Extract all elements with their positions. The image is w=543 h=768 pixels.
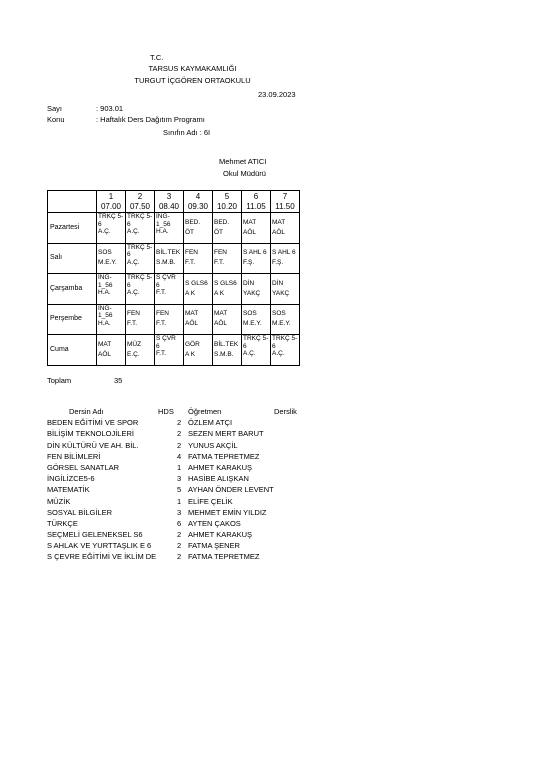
teacher-initials: H.A.: [98, 319, 111, 327]
course-code: 6: [156, 281, 160, 289]
course-code: İNG-: [98, 304, 112, 312]
course-hours: 4: [177, 451, 182, 461]
schedule-cell: [97, 213, 126, 244]
course-code: GÖR: [185, 340, 200, 348]
course-code: S AHL 6: [243, 249, 267, 257]
course-name: MATEMATİK: [47, 485, 90, 495]
schedule-cell: [184, 274, 213, 305]
course-name: MÜZİK: [47, 496, 71, 506]
period-number: 3: [166, 191, 172, 201]
course-code: İNG-: [156, 213, 170, 220]
course-code: BED.: [185, 218, 201, 226]
period-number: 4: [195, 191, 201, 201]
course-code: TRKÇ 5-: [127, 274, 153, 281]
teacher-initials: A K: [185, 350, 196, 358]
teacher-header: Öğretmen: [188, 407, 222, 416]
course-name: GÖRSEL SANATLAR: [47, 462, 120, 472]
period-number: 5: [224, 191, 230, 201]
course-hours: 2: [177, 530, 182, 540]
hds-header: HDS: [158, 407, 174, 416]
teacher-initials: F.Ş.: [272, 259, 284, 267]
sayi-value: : 903.01: [96, 104, 124, 113]
course-code: TRKÇ 5-: [243, 335, 269, 342]
period-header: [213, 191, 242, 213]
course-code: SOS: [243, 310, 257, 318]
period-time: 08.40: [158, 201, 180, 211]
course-code: BİL.TEK: [214, 340, 239, 348]
period-time: 11.50: [275, 201, 295, 211]
course-code: 6: [127, 281, 131, 289]
course-code: SOS: [272, 310, 286, 318]
class-name: Sınıfın Adı : 6I: [163, 128, 211, 137]
schedule-cell: [271, 335, 300, 366]
course-code: 6: [127, 251, 131, 259]
konu-value: : Haftalık Ders Dağıtım Programı: [96, 115, 205, 124]
course-teacher: AYTEN ÇAKOS: [188, 518, 241, 528]
course-code: S GLS6: [185, 279, 208, 287]
corner-cell: [48, 191, 97, 213]
period-number: 2: [137, 191, 143, 201]
teacher-initials: M.E.Y.: [243, 320, 262, 328]
day-label: Salı: [48, 243, 97, 274]
course-name: İNGİLİZCE5-6: [47, 474, 95, 484]
schedule-cell: [242, 213, 271, 244]
schedule-cell: [271, 274, 300, 305]
schedule-header-row: [48, 191, 300, 213]
teacher-initials: F.T.: [156, 289, 167, 297]
document-date: 23.09.2023: [258, 90, 296, 99]
course-code: TRKÇ 5-: [127, 243, 153, 251]
teacher-initials: YAKÇ: [243, 289, 261, 297]
schedule-row: [48, 304, 300, 335]
header-district: TARSUS KAYMAKAMLIĞI: [148, 64, 237, 73]
schedule-cell: [213, 243, 242, 274]
course-name: FEN BİLİMLERİ: [47, 451, 101, 461]
course-code: S ÇVR: [156, 335, 176, 342]
total-label: Toplam: [47, 376, 72, 385]
teacher-initials: F.T.: [214, 259, 225, 267]
course-hours: 3: [177, 474, 182, 484]
period-number: 6: [253, 191, 259, 201]
course-hours: 2: [177, 552, 182, 562]
header-school: TURGUT İÇGÖREN ORTAOKULU: [134, 76, 251, 85]
teacher-initials: ÖT: [214, 228, 224, 236]
room-header: Derslik: [274, 407, 297, 416]
schedule-cell: [184, 213, 213, 244]
schedule-cell: [126, 335, 155, 366]
schedule-cell: [184, 243, 213, 274]
schedule-cell: [184, 304, 213, 335]
schedule-cell: [271, 243, 300, 274]
course-code: DİN: [272, 279, 284, 287]
teacher-initials: AÖL: [98, 350, 112, 358]
schedule-row: [48, 213, 300, 244]
course-teacher: FATMA TEPRETMEZ: [188, 451, 260, 461]
course-code: BİL.TEK: [156, 249, 181, 257]
course-code: MAT: [98, 340, 112, 348]
schedule-cell: [155, 213, 184, 244]
schedule-cell: [155, 274, 184, 305]
course-code: MAT: [214, 310, 228, 318]
total-value: 35: [114, 376, 123, 385]
schedule-cell: [213, 304, 242, 335]
teacher-initials: H.A.: [156, 228, 169, 236]
course-code: MAT: [243, 218, 257, 226]
period-number: 1: [108, 191, 114, 201]
teacher-initials: S.M.B.: [156, 259, 176, 267]
course-hours: 2: [177, 429, 182, 439]
course-teacher: AHMET KARAKUŞ: [188, 530, 253, 540]
teacher-initials: A.Ç.: [127, 258, 140, 266]
teacher-initials: A.Ç.: [243, 350, 256, 358]
course-code: FEN: [156, 310, 169, 318]
schedule-cell: [155, 304, 184, 335]
course-code: 6: [156, 342, 160, 350]
course-name: BEDEN EĞİTİMİ VE SPOR: [47, 418, 139, 428]
teacher-initials: A.Ç.: [98, 228, 111, 236]
schedule-cell: [155, 243, 184, 274]
course-code: 1_56: [156, 220, 171, 228]
konu-label: Konu: [47, 115, 65, 124]
schedule-cell: [184, 335, 213, 366]
course-code: 6: [243, 342, 247, 350]
course-code: SOS: [98, 249, 112, 257]
course-teacher: ÖZLEM ATÇI: [188, 418, 233, 428]
day-label: Cuma: [48, 335, 97, 366]
course-name: S ÇEVRE EĞİTİMİ VE İKLİM DE: [47, 552, 157, 562]
course-code: MAT: [272, 218, 286, 226]
course-hours: 2: [177, 440, 182, 450]
principal-name: Mehmet ATICI: [219, 157, 267, 166]
course-code: 6: [127, 220, 131, 228]
period-time: 07.00: [100, 201, 122, 211]
course-name: TÜRKÇE: [47, 518, 78, 528]
teacher-initials: M.E.Y.: [98, 259, 117, 267]
course-code: İNG-: [98, 274, 112, 281]
course-name: DİN KÜLTÜRÜ VE AH. BİL.: [47, 440, 139, 450]
teacher-initials: AÖL: [272, 228, 286, 236]
schedule-row: [48, 335, 300, 366]
teacher-initials: F.T.: [156, 320, 167, 328]
course-teacher: YUNUS AKÇİL: [188, 440, 238, 450]
teacher-initials: ÖT: [185, 228, 195, 236]
course-code: 1_56: [98, 281, 113, 289]
course-teacher: HASİBE ALIŞKAN: [188, 474, 249, 484]
period-header: [155, 191, 184, 213]
course-teacher: AHMET KARAKUŞ: [188, 462, 253, 472]
course-name: SEÇMELİ GELENEKSEL S6: [47, 530, 143, 540]
teacher-initials: S.M.B.: [214, 350, 234, 358]
course-code: 1_56: [98, 312, 113, 320]
course-code: BED.: [214, 218, 230, 226]
course-code: FEN: [127, 310, 140, 318]
schedule-cell: [97, 274, 126, 305]
header-tc: T.C.: [150, 53, 164, 62]
schedule-cell: [155, 335, 184, 366]
course-name: BİLİŞİM TEKNOLOJİLERİ: [47, 429, 134, 439]
schedule-cell: [242, 304, 271, 335]
teacher-initials: YAKÇ: [272, 289, 290, 297]
teacher-initials: E.Ç.: [127, 350, 140, 358]
course-name: SOSYAL BİLGİLER: [47, 507, 113, 517]
teacher-initials: M.E.Y.: [272, 320, 291, 328]
course-code: MAT: [185, 310, 199, 318]
schedule-cell: [97, 335, 126, 366]
period-number: 7: [282, 191, 288, 201]
course-code: S ÇVR: [156, 274, 176, 281]
schedule-cell: [126, 304, 155, 335]
schedule-row: [48, 243, 300, 274]
course-teacher: FATMA TEPRETMEZ: [188, 552, 260, 562]
schedule-cell: [97, 243, 126, 274]
weekly-schedule-table: [47, 190, 300, 366]
schedule-cell: [271, 213, 300, 244]
teacher-initials: F.T.: [127, 320, 138, 328]
course-hours: 3: [177, 507, 182, 517]
course-hours: 6: [177, 518, 182, 528]
course-name: S AHLAK VE YURTTAŞLIK E 6: [47, 541, 152, 551]
day-label: Pazartesi: [48, 213, 97, 244]
course-code: TRKÇ 5-: [98, 213, 124, 220]
course-teacher: ELİFE ÇELİK: [188, 496, 233, 506]
course-code: 6: [272, 342, 276, 350]
teacher-initials: AÖL: [214, 320, 228, 328]
course-teacher: SEZEN MERT BARUT: [188, 429, 264, 439]
course-teacher: MEHMET EMİN YILDIZ: [188, 507, 267, 517]
course-code: TRKÇ 5-: [272, 335, 298, 342]
course-teacher: FATMA ŞENER: [188, 541, 240, 551]
course-hours: 2: [177, 418, 182, 428]
schedule-cell: [126, 213, 155, 244]
principal-title: Okul Müdürü: [223, 169, 266, 178]
period-time: 09.30: [187, 201, 209, 211]
schedule-cell: [97, 304, 126, 335]
day-label: Çarşamba: [48, 274, 97, 305]
period-time: 10.20: [216, 201, 238, 211]
period-time: 11.05: [246, 201, 266, 211]
period-header: [184, 191, 213, 213]
teacher-initials: H.A.: [98, 289, 111, 297]
sayi-label: Sayı: [47, 104, 63, 113]
period-header: [271, 191, 300, 213]
course-hours: 1: [177, 462, 182, 472]
period-header: [97, 191, 126, 213]
teacher-initials: A.Ç.: [127, 228, 140, 236]
course-code: 6: [98, 220, 102, 228]
period-header: [242, 191, 271, 213]
course-code: DİN: [243, 279, 255, 287]
teacher-initials: A.Ç.: [272, 350, 285, 358]
course-code: S GLS6: [214, 279, 237, 287]
teacher-initials: AÖL: [185, 320, 199, 328]
course-hours: 1: [177, 496, 182, 506]
course-code: MÜZ: [127, 340, 142, 348]
course-hours: 5: [177, 485, 182, 495]
course-code: FEN: [185, 249, 198, 257]
period-time: 07.50: [129, 201, 151, 211]
schedule-cell: [242, 243, 271, 274]
schedule-cell: [126, 243, 155, 274]
course-name-header: Dersin Adı: [69, 407, 104, 416]
schedule-cell: [213, 274, 242, 305]
schedule-cell: [126, 274, 155, 305]
teacher-initials: A K: [214, 289, 225, 297]
teacher-initials: F.T.: [185, 259, 196, 267]
teacher-initials: F.Ş.: [243, 259, 255, 267]
teacher-initials: A.Ç.: [127, 289, 140, 297]
course-teacher: AYHAN ÖNDER LEVENT: [188, 485, 274, 495]
course-code: TRKÇ 5-: [127, 213, 153, 220]
schedule-cell: [213, 335, 242, 366]
schedule-cell: [271, 304, 300, 335]
day-label: Perşembe: [48, 304, 97, 335]
course-code: S AHL 6: [272, 249, 296, 257]
teacher-initials: AÖL: [243, 228, 257, 236]
schedule-cell: [242, 274, 271, 305]
schedule-cell: [213, 213, 242, 244]
period-header: [126, 191, 155, 213]
course-code: FEN: [214, 249, 227, 257]
schedule-row: [48, 274, 300, 305]
teacher-initials: F.T.: [156, 350, 167, 358]
schedule-cell: [242, 335, 271, 366]
course-hours: 2: [177, 541, 182, 551]
teacher-initials: A K: [185, 289, 196, 297]
